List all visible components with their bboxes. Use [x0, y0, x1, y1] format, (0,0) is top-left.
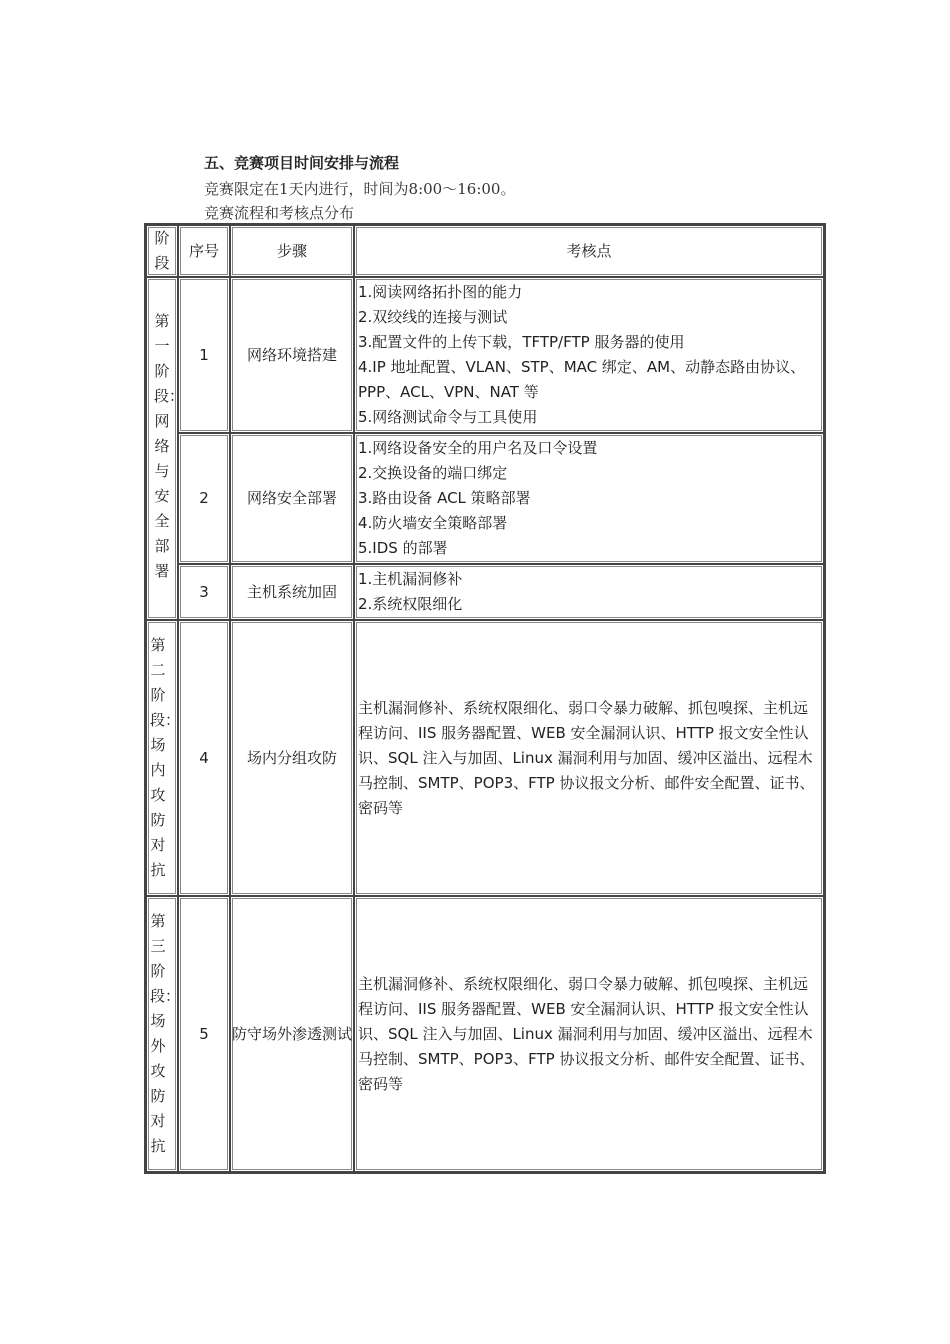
stage-cell-3: 第三阶段：场外攻防对抗: [146, 896, 178, 1172]
header-stage: 阶段: [146, 225, 178, 277]
stage-cell-1: 第一阶段：网络与安全部署: [146, 277, 178, 620]
table-row: [146, 564, 824, 620]
row-step: 网络环境搭建: [230, 277, 354, 433]
row-num: 4: [178, 620, 230, 896]
competition-table: [144, 223, 826, 1174]
row-points: 1.主机漏洞修补 2.系统权限细化: [354, 564, 824, 620]
row-step: 防守场外渗透测试: [230, 896, 354, 1172]
row-num: 3: [178, 564, 230, 620]
table-header-row: [146, 225, 824, 277]
row-step: 场内分组攻防: [230, 620, 354, 896]
header-num: 序号: [178, 225, 230, 277]
table-row: [146, 896, 824, 1172]
table-row: [146, 277, 824, 433]
row-points: 主机漏洞修补、系统权限细化、弱口令暴力破解、抓包嗅探、主机远程访问、IIS 服务器配置、WEB 安全漏洞认识、HTTP 报文安全性认识、SQL 注入与加固、Linux 漏洞利用与加固、缓冲区溢出、远程木马控制、SMTP、POP3、FTP 协议报文分析、邮件安全配置、证书、密码等: [354, 896, 824, 1172]
row-points: 主机漏洞修补、系统权限细化、弱口令暴力破解、抓包嗅探、主机远程访问、IIS 服务器配置、WEB 安全漏洞认识、HTTP 报文安全性认识、SQL 注入与加固、Linux 漏洞利用与加固、缓冲区溢出、远程木马控制、SMTP、POP3、FTP 协议报文分析、邮件安全配置、证书、密码等: [354, 620, 824, 896]
row-num: 5: [178, 896, 230, 1172]
header-points: 考核点: [354, 225, 824, 277]
row-step: 主机系统加固: [230, 564, 354, 620]
stage-cell-2: 第二阶段：场内攻防对抗: [146, 620, 178, 896]
table-caption: 竞赛流程和考核点分布: [204, 204, 355, 222]
row-num: 2: [178, 433, 230, 564]
table-row: [146, 620, 824, 896]
row-num: 1: [178, 277, 230, 433]
row-points: 1.阅读网络拓扑图的能力 2.双绞线的连接与测试 3.配置文件的上传下载，TFTP/FTP 服务器的使用 4.IP 地址配置、VLAN、STP、MAC 绑定、AM、动静态路由协议、PPP、ACL、VPN、NAT 等 5.网络测试命令与工具使用: [354, 277, 824, 433]
row-step: 网络安全部署: [230, 433, 354, 564]
time-note: 竞赛限定在1天内进行，时间为8:00～16:00。: [204, 180, 516, 198]
section-heading: 五、竞赛项目时间安排与流程: [204, 154, 400, 172]
header-step: 步骤: [230, 225, 354, 277]
row-points: 1.网络设备安全的用户名及口令设置 2.交换设备的端口绑定 3.路由设备 ACL 策略部署 4.防火墙安全策略部署 5.IDS 的部署: [354, 433, 824, 564]
table-row: [146, 433, 824, 564]
